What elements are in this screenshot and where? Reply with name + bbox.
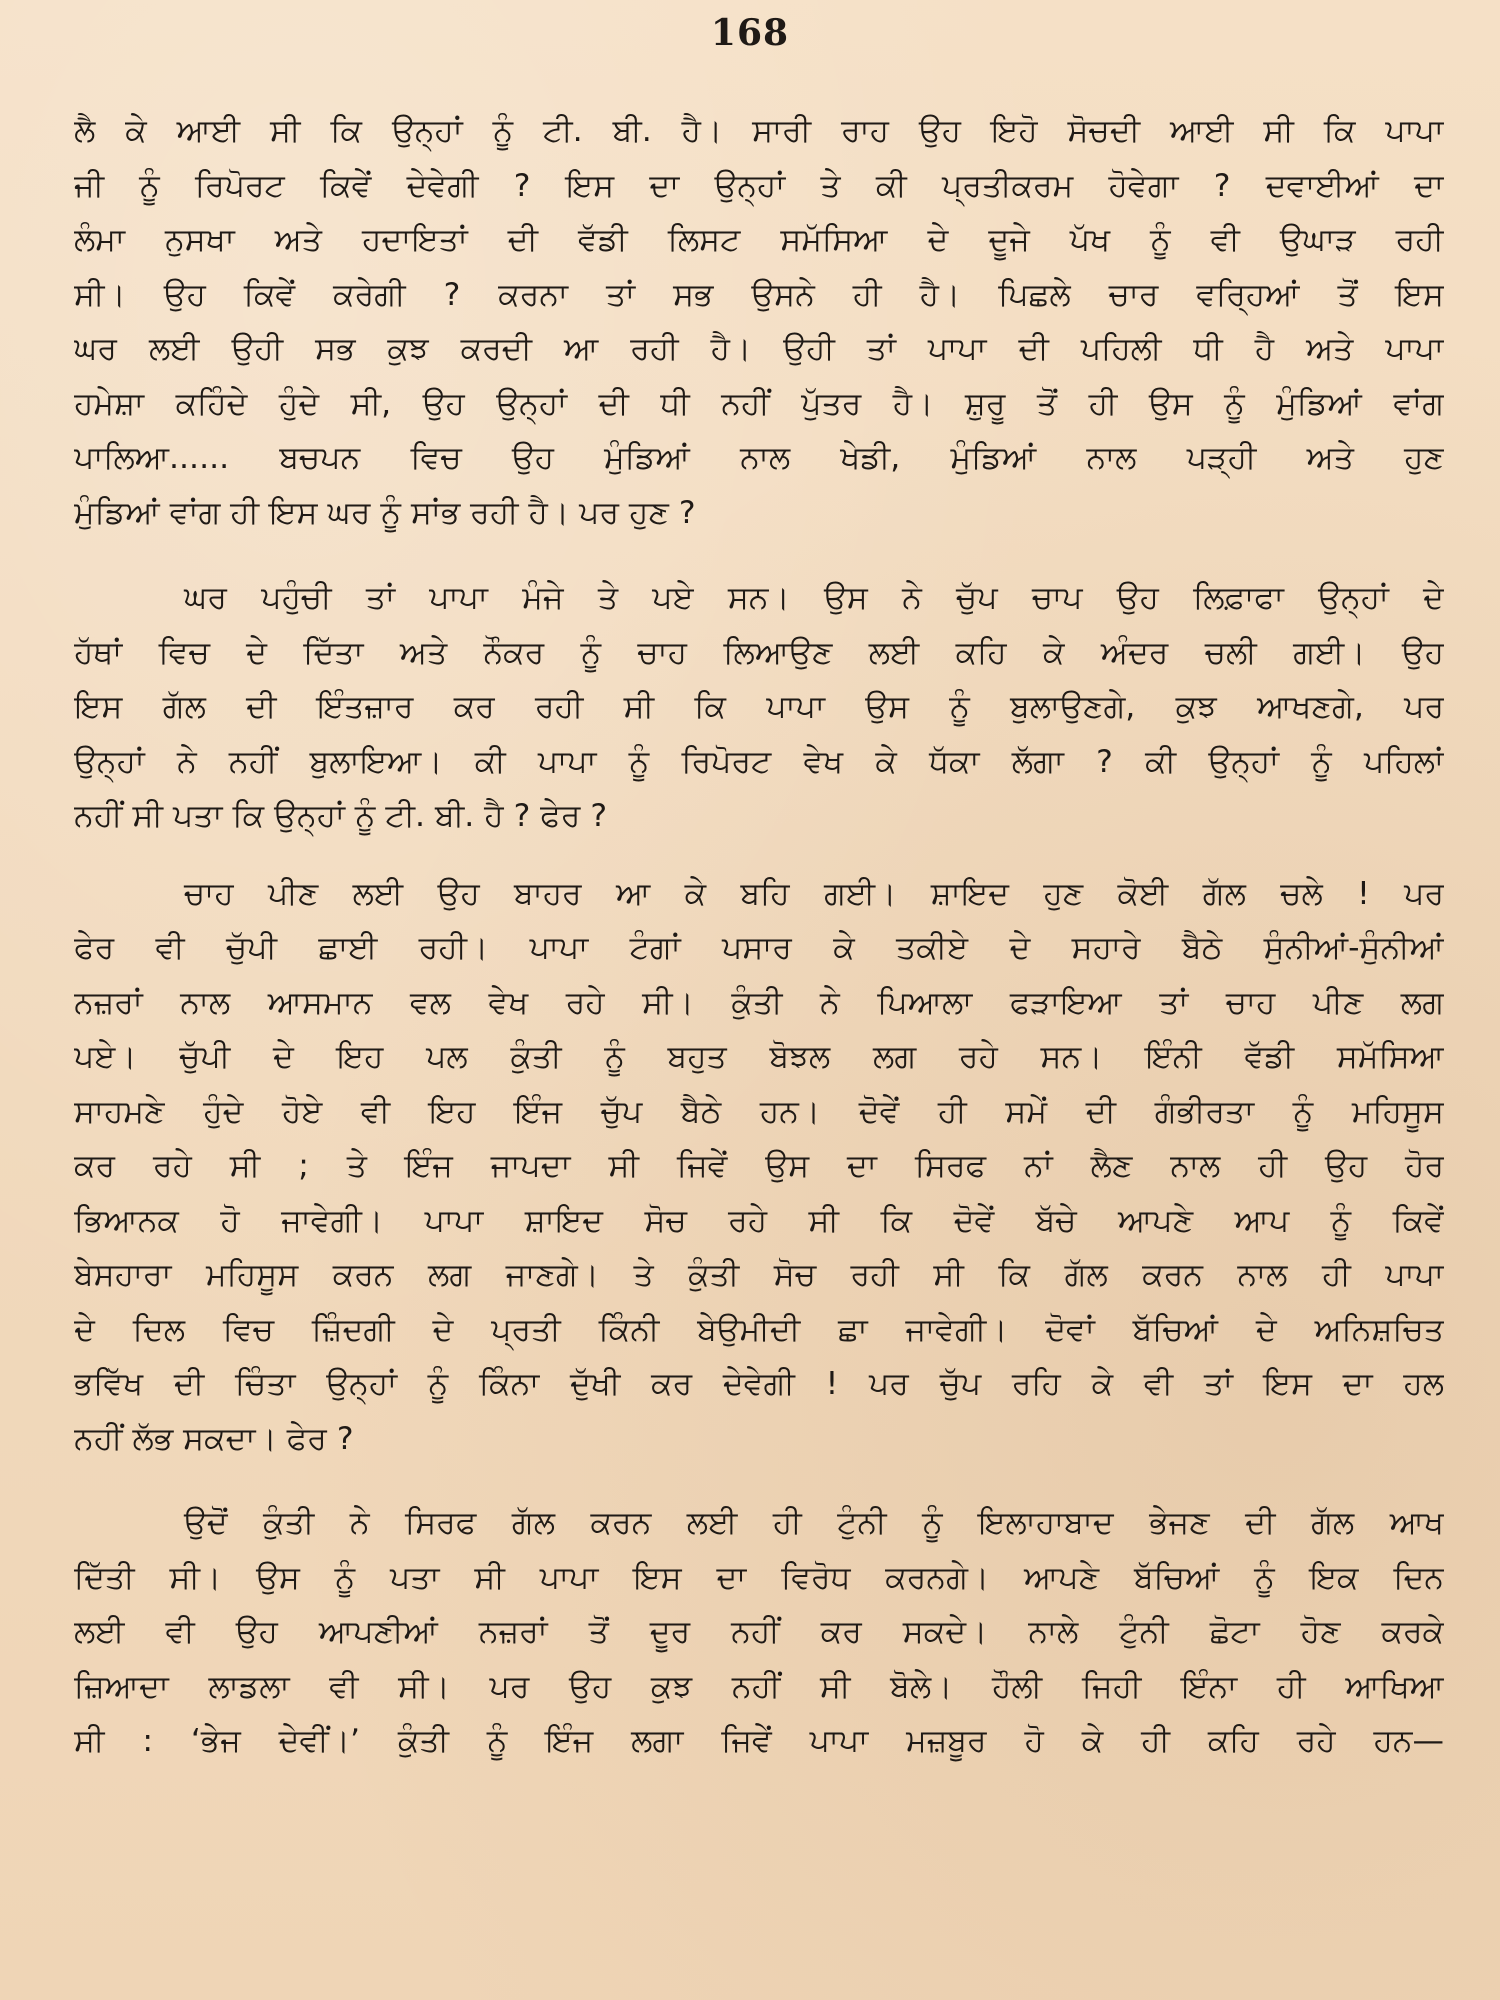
text-line: ਦੇ ਦਿਲ ਵਿਚ ਜ਼ਿੰਦਗੀ ਦੇ ਪ੍ਰਤੀ ਕਿੰਨੀ ਬੇਉਮੀਦੀ ਛਾ ਜਾਵੇਗੀ। ਦੋਵਾਂ ਬੱਚਿਆਂ ਦੇ ਅਨਿਸ਼ਚਿਤ (74, 1311, 1444, 1348)
text-line: ਭਿਆਨਕ ਹੋ ਜਾਵੇਗੀ। ਪਾਪਾ ਸ਼ਾਇਦ ਸੋਚ ਰਹੇ ਸੀ ਕਿ ਦੋਵੇਂ ਬੱਚੇ ਆਪਣੇ ਆਪ ਨੂੰ ਕਿਵੇਂ (74, 1202, 1444, 1239)
body-text (74, 104, 1444, 1769)
text-line: ਲਈ ਵੀ ਉਹ ਆਪਣੀਆਂ ਨਜ਼ਰਾਂ ਤੋਂ ਦੂਰ ਨਹੀਂ ਕਰ ਸਕਦੇ। ਨਾਲੇ ਟੁੰਨੀ ਛੋਟਾ ਹੋਣ ਕਰਕੇ (74, 1614, 1444, 1650)
text-line: ਫੇਰ ਵੀ ਚੁੱਪੀ ਛਾਈ ਰਹੀ। ਪਾਪਾ ਟੰਗਾਂ ਪਸਾਰ ਕੇ ਤਕੀਏ ਦੇ ਸਹਾਰੇ ਬੈਠੇ ਸੁੰਨੀਆਂ-ਸੁੰਨੀਆਂ (74, 930, 1444, 966)
text-line: ਇਸ ਗੱਲ ਦੀ ਇੰਤਜ਼ਾਰ ਕਰ ਰਹੀ ਸੀ ਕਿ ਪਾਪਾ ਉਸ ਨੂੰ ਬੁਲਾਉਣਗੇ, ਕੁਝ ਆਖਣਗੇ, ਪਰ (74, 689, 1444, 725)
page-number: 168 (710, 12, 790, 54)
text-line: ਚਾਹ ਪੀਣ ਲਈ ਉਹ ਬਾਹਰ ਆ ਕੇ ਬਹਿ ਗਈ। ਸ਼ਾਇਦ ਹੁਣ ਕੋਈ ਗੱਲ ਚਲੇ ! ਪਰ (184, 875, 1444, 912)
text-line: ਸਾਹਮਣੇ ਹੁੰਦੇ ਹੋਏ ਵੀ ਇਹ ਇੰਜ ਚੁੱਪ ਬੈਠੇ ਹਨ। ਦੋਵੇਂ ਹੀ ਸਮੇਂ ਦੀ ਗੰਭੀਰਤਾ ਨੂੰ ਮਹਿਸੂਸ (74, 1093, 1444, 1130)
text-line: ਘਰ ਲਈ ਉਹੀ ਸਭ ਕੁਝ ਕਰਦੀ ਆ ਰਹੀ ਹੈ। ਉਹੀ ਤਾਂ ਪਾਪਾ ਦੀ ਪਹਿਲੀ ਧੀ ਹੈ ਅਤੇ ਪਾਪਾ (74, 331, 1444, 367)
text-line: ਬੇਸਹਾਰਾ ਮਹਿਸੂਸ ਕਰਨ ਲਗ ਜਾਣਗੇ। ਤੇ ਕੁੰਤੀ ਸੋਚ ਰਹੀ ਸੀ ਕਿ ਗੱਲ ਕਰਨ ਨਾਲ ਹੀ ਪਾਪਾ (74, 1257, 1444, 1293)
text-line: ਲੈ ਕੇ ਆਈ ਸੀ ਕਿ ਉਨ੍ਹਾਂ ਨੂੰ ਟੀ. ਬੀ. ਹੈ। ਸਾਰੀ ਰਾਹ ਉਹ ਇਹੋ ਸੋਚਦੀ ਆਈ ਸੀ ਕਿ ਪਾਪਾ (74, 113, 1444, 149)
text-line: ਮੁੰਡਿਆਂ ਵਾਂਗ ਹੀ ਇਸ ਘਰ ਨੂੰ ਸਾਂਭ ਰਹੀ ਹੈ। ਪਰ ਹੁਣ ? (74, 494, 696, 531)
text-line: ਪਾਲਿਆ...... ਬਚਪਨ ਵਿਚ ਉਹ ਮੁੰਡਿਆਂ ਨਾਲ ਖੇਡੀ, ਮੁੰਡਿਆਂ ਨਾਲ ਪੜ੍ਹੀ ਅਤੇ ਹੁਣ (74, 440, 1444, 476)
paragraph-4 (74, 1496, 1444, 1769)
text-line: ਸੀ : ‘ਭੇਜ ਦੇਵੀਂ।’ ਕੁੰਤੀ ਨੂੰ ਇੰਜ ਲਗਾ ਜਿਵੇਂ ਪਾਪਾ ਮਜ਼ਬੂਰ ਹੋ ਕੇ ਹੀ ਕਹਿ ਰਹੇ ਹਨ— (74, 1723, 1444, 1759)
text-line: ਸੀ। ਉਹ ਕਿਵੇਂ ਕਰੇਗੀ ? ਕਰਨਾ ਤਾਂ ਸਭ ਉਸਨੇ ਹੀ ਹੈ। ਪਿਛਲੇ ਚਾਰ ਵਰ੍ਹਿਆਂ ਤੋਂ ਇਸ (74, 276, 1444, 313)
text-line: ਨਹੀਂ ਲੱਭ ਸਕਦਾ। ਫੇਰ ? (74, 1420, 354, 1457)
text-line: ਕਰ ਰਹੇ ਸੀ ; ਤੇ ਇੰਜ ਜਾਪਦਾ ਸੀ ਜਿਵੇਂ ਉਸ ਦਾ ਸਿਰਫ ਨਾਂ ਲੈਣ ਨਾਲ ਹੀ ਉਹ ਹੋਰ (74, 1148, 1444, 1184)
paragraph-3 (74, 867, 1444, 1467)
text-line: ਪਏ। ਚੁੱਪੀ ਦੇ ਇਹ ਪਲ ਕੁੰਤੀ ਨੂੰ ਬਹੁਤ ਬੋਝਲ ਲਗ ਰਹੇ ਸਨ। ਇੰਨੀ ਵੱਡੀ ਸਮੱਸਿਆ (74, 1039, 1444, 1075)
text-line: ਜ਼ਿਆਦਾ ਲਾਡਲਾ ਵੀ ਸੀ। ਪਰ ਉਹ ਕੁਝ ਨਹੀਂ ਸੀ ਬੋਲੇ। ਹੌਲੀ ਜਿਹੀ ਇੰਨਾ ਹੀ ਆਖਿਆ (74, 1668, 1444, 1705)
text-line: ਨਹੀਂ ਸੀ ਪਤਾ ਕਿ ਉਨ੍ਹਾਂ ਨੂੰ ਟੀ. ਬੀ. ਹੈ ? ਫੇਰ ? (74, 798, 608, 834)
paragraph-1 (74, 104, 1444, 540)
text-line: ਦਿੱਤੀ ਸੀ। ਉਸ ਨੂੰ ਪਤਾ ਸੀ ਪਾਪਾ ਇਸ ਦਾ ਵਿਰੋਧ ਕਰਨਗੇ। ਆਪਣੇ ਬੱਚਿਆਂ ਨੂੰ ਇਕ ਦਿਨ (74, 1559, 1444, 1596)
text-line: ਉਨ੍ਹਾਂ ਨੇ ਨਹੀਂ ਬੁਲਾਇਆ। ਕੀ ਪਾਪਾ ਨੂੰ ਰਿਪੋਰਟ ਵੇਖ ਕੇ ਧੱਕਾ ਲੱਗਾ ? ਕੀ ਉਨ੍ਹਾਂ ਨੂੰ ਪਹਿਲਾਂ (74, 743, 1444, 780)
text-line: ਲੰਮਾ ਨੁਸਖਾ ਅਤੇ ਹਦਾਇਤਾਂ ਦੀ ਵੱਡੀ ਲਿਸਟ ਸਮੱਸਿਆ ਦੇ ਦੂਜੇ ਪੱਖ ਨੂੰ ਵੀ ਉਘਾੜ ਰਹੀ (74, 222, 1444, 258)
text-line: ਭਵਿੱਖ ਦੀ ਚਿੰਤਾ ਉਨ੍ਹਾਂ ਨੂੰ ਕਿੰਨਾ ਦੁੱਖੀ ਕਰ ਦੇਵੇਗੀ ! ਪਰ ਚੁੱਪ ਰਹਿ ਕੇ ਵੀ ਤਾਂ ਇਸ ਦਾ ਹਲ (74, 1366, 1444, 1402)
text-line: ਹਮੇਸ਼ਾ ਕਹਿੰਦੇ ਹੁੰਦੇ ਸੀ, ਉਹ ਉਨ੍ਹਾਂ ਦੀ ਧੀ ਨਹੀਂ ਪੁੱਤਰ ਹੈ। ਸ਼ੁਰੂ ਤੋਂ ਹੀ ਉਸ ਨੂੰ ਮੁੰਡਿਆਂ ਵਾਂਗ (74, 385, 1444, 422)
text-line: ਘਰ ਪਹੁੰਚੀ ਤਾਂ ਪਾਪਾ ਮੰਜੇ ਤੇ ਪਏ ਸਨ। ਉਸ ਨੇ ਚੁੱਪ ਚਾਪ ਉਹ ਲਿਫ਼ਾਫਾ ਉਨ੍ਹਾਂ ਦੇ (184, 580, 1444, 616)
paragraph-2 (74, 571, 1444, 844)
text-line: ਉਦੋਂ ਕੁੰਤੀ ਨੇ ਸਿਰਫ ਗੱਲ ਕਰਨ ਲਈ ਹੀ ਟੁੰਨੀ ਨੂੰ ਇਲਾਹਾਬਾਦ ਭੇਜਣ ਦੀ ਗੱਲ ਆਖ (184, 1505, 1444, 1541)
text-line: ਜੀ ਨੂੰ ਰਿਪੋਰਟ ਕਿਵੇਂ ਦੇਵੇਗੀ ? ਇਸ ਦਾ ਉਨ੍ਹਾਂ ਤੇ ਕੀ ਪ੍ਰਤੀਕਰਮ ਹੋਵੇਗਾ ? ਦਵਾਈਆਂ ਦਾ (74, 167, 1444, 204)
text-line: ਹੱਥਾਂ ਵਿਚ ਦੇ ਦਿੱਤਾ ਅਤੇ ਨੌਕਰ ਨੂੰ ਚਾਹ ਲਿਆਉਣ ਲਈ ਕਹਿ ਕੇ ਅੰਦਰ ਚਲੀ ਗਈ। ਉਹ (74, 634, 1444, 671)
text-line: ਨਜ਼ਰਾਂ ਨਾਲ ਆਸਮਾਨ ਵਲ ਵੇਖ ਰਹੇ ਸੀ। ਕੁੰਤੀ ਨੇ ਪਿਆਲਾ ਫੜਾਇਆ ਤਾਂ ਚਾਹ ਪੀਣ ਲਗ (74, 984, 1444, 1021)
